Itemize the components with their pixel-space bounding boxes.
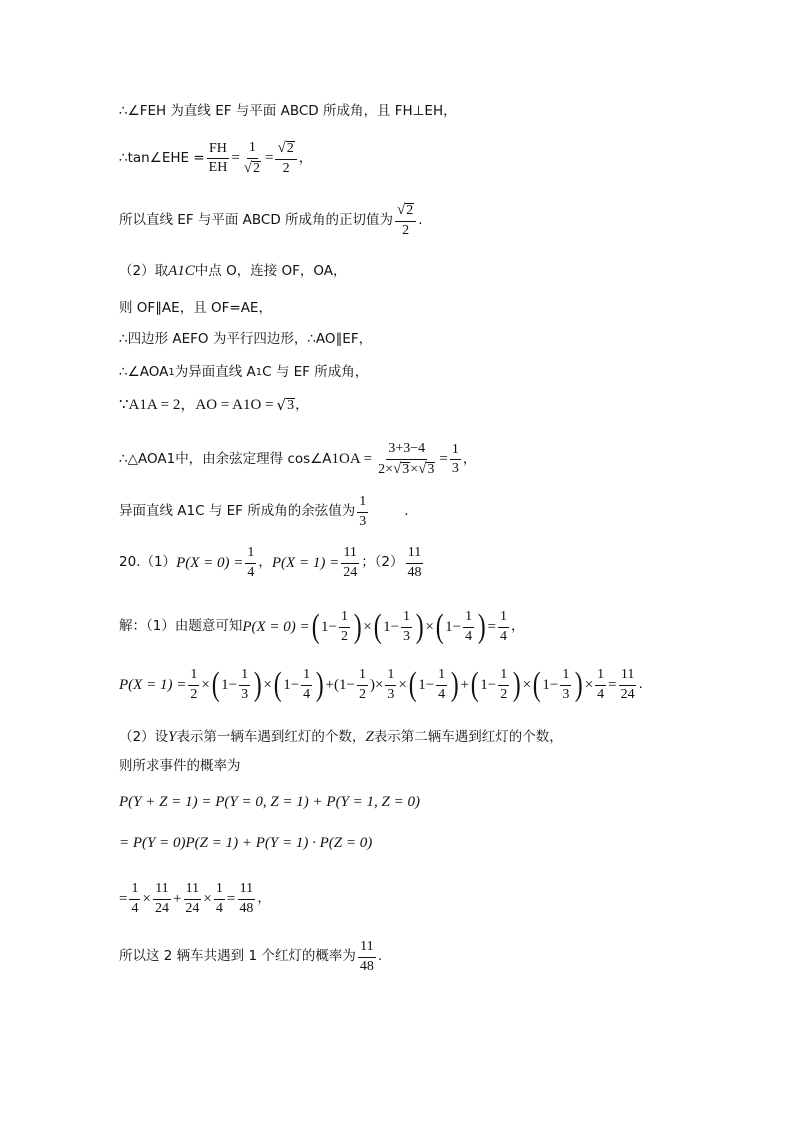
text-line-4 <box>119 264 347 279</box>
line-8-end: ， <box>295 396 309 413</box>
one-minus: 1− <box>320 618 337 635</box>
equals: = <box>487 618 496 635</box>
fraction-denominator: 3 <box>387 686 395 702</box>
var-z: Z <box>365 729 374 745</box>
radicand: 2 <box>253 160 261 176</box>
fraction-numerator: 1 <box>498 610 509 628</box>
fraction-numerator: 3+3−4 <box>386 442 427 460</box>
fraction-numerator: 11 <box>406 546 423 564</box>
line-11-a: 20.（1） <box>119 554 177 571</box>
text-line-11 <box>119 546 426 580</box>
fraction-root2-2 <box>275 141 296 176</box>
radicand: 2 <box>406 203 414 218</box>
one-minus: 1− <box>480 676 497 693</box>
fraction-denominator: 4 <box>131 900 139 916</box>
fraction-denominator: 3 <box>359 513 367 529</box>
line-14-c: 表示第二辆车遇到红灯的个数， <box>373 728 563 745</box>
times: × <box>263 676 272 693</box>
var-c: C <box>184 263 195 279</box>
fraction-numerator: 1 <box>301 668 312 686</box>
fraction-numerator: 1 <box>595 668 606 686</box>
fraction-root2-2 <box>395 203 416 238</box>
fraction-denominator: 3 <box>241 686 249 702</box>
line-17-text: = P(Y = 0)P(Z = 1) + P(Y = 1) · P(Z = 0) <box>119 835 373 851</box>
text-line-18 <box>119 882 271 916</box>
fraction-denominator: 2 <box>500 686 508 702</box>
text-line-7 <box>119 366 368 380</box>
line-5-text: 则 OF∥AE，且 OF=AE， <box>119 300 272 316</box>
one-minus: 1− <box>542 676 559 693</box>
fraction-denominator: 48 <box>359 958 374 974</box>
line-12-end: ， <box>510 618 525 635</box>
plus: + <box>325 676 334 693</box>
text-line-8 <box>119 398 309 413</box>
fraction-numerator: 1 <box>401 610 412 628</box>
subscript: 1 <box>243 397 251 413</box>
fraction-numerator: 1 <box>214 882 225 900</box>
line-1-text: ∴∠FEH 为直线 EF 与平面 ABCD 所成角，且 FH⊥EH， <box>119 103 457 119</box>
fraction-numerator: 1 <box>339 610 350 628</box>
subscript: 1 <box>139 397 147 413</box>
times: × <box>203 890 212 907</box>
fraction-1-4 <box>245 546 256 580</box>
fraction-denominator: √ 2 <box>243 159 261 176</box>
fraction-denominator: 48 <box>239 900 254 916</box>
fraction-numerator: 11 <box>184 882 201 900</box>
line-11-mid: ， <box>258 554 272 571</box>
equals: = <box>226 890 236 907</box>
fraction-denominator: 2 <box>358 686 366 702</box>
fraction-denominator: 2 <box>282 160 290 176</box>
fraction-denominator: EH <box>208 160 228 176</box>
subscript: 1 <box>331 451 340 468</box>
equals: = <box>608 676 617 693</box>
line-14-b: 表示第一辆车遇到红灯的个数， <box>176 728 366 745</box>
line-15-text: 则所求事件的概率为 <box>119 758 241 774</box>
text-line-5 <box>119 302 272 316</box>
text-line-17 <box>119 836 372 851</box>
den-part: × <box>410 461 419 477</box>
one-minus: 1− <box>383 618 400 635</box>
fraction-numerator: 1 <box>450 443 461 461</box>
times: × <box>201 676 210 693</box>
line-10-end: . <box>404 503 409 520</box>
formula-tan-ehe: ∴tan∠EHE = $\frac{FH}{EH}$ = 1 √ 2 = √ 2 2 ， <box>119 140 313 176</box>
text-line-3 <box>119 203 423 238</box>
line-9-b: 中，由余弦定理得 cos∠A <box>175 450 332 467</box>
text-line-14 <box>119 730 563 745</box>
fraction-numerator: 1 <box>357 495 368 513</box>
text-line-16 <box>119 795 420 810</box>
text-line-13: P(X = 1) = $\frac{1}{2}$ × ( 1− $\frac{1}{3}$ ) × ( 1− $\frac{1}{4}$ ) + ( 1− $\frac{1}{2}$ ) × $\frac{1}{3}$ × ( 1− $\frac{1}{4}$ ) + ( 1− $\frac{1}{2}$ ) × ( 1− $\frac{1}{3}$ ) × $\frac{1}{4}$ = $\frac{11}{24}$ . <box>119 666 643 704</box>
text-line-6 <box>119 333 372 347</box>
line-7-b: 为异面直线 A <box>174 364 256 380</box>
text-line-19 <box>119 940 382 974</box>
fraction-numerator: 1 <box>560 668 571 686</box>
fraction-numerator: 11 <box>619 668 636 686</box>
sqrt-3: √ 3 <box>276 396 295 414</box>
fraction-numerator: 1 <box>436 668 447 686</box>
line-11-b: ；（2） <box>361 554 404 571</box>
fraction-numerator: 1 <box>129 882 140 900</box>
line-8-c: O = <box>250 397 274 413</box>
text-line-10 <box>119 495 409 529</box>
fraction-denominator: 24 <box>343 564 358 580</box>
line-4-a: （2）取 <box>119 262 169 279</box>
line-13-end: . <box>638 676 643 693</box>
plus: + <box>172 890 182 907</box>
fraction-numerator: √ 2 <box>275 141 296 160</box>
fraction-denominator: 3 <box>562 686 570 702</box>
fraction-denominator: 48 <box>407 564 422 580</box>
fraction-numerator: 1 <box>188 668 199 686</box>
times: × <box>584 676 594 693</box>
fraction-cosine <box>376 442 437 477</box>
text-line-15 <box>119 760 241 774</box>
line-14-a: （2）设 <box>119 728 169 745</box>
line-2-suffix: ， <box>298 149 313 166</box>
line-7-a: ∴∠AOA <box>119 364 169 380</box>
fraction-denominator: 2 <box>402 222 410 238</box>
line-19-text: 所以这 2 辆车共遇到 1 个红灯的概率为 <box>119 948 356 965</box>
fraction-numerator: 1 <box>385 668 396 686</box>
one-minus: 1− <box>283 676 300 693</box>
fraction-denominator: 2× √ 3 × √ 3 <box>378 460 435 477</box>
fraction-11-24 <box>341 546 359 580</box>
fraction-denominator: 4 <box>303 686 311 702</box>
fraction-denominator: 4 <box>465 628 473 644</box>
subscript: 1 <box>166 450 176 467</box>
radicand: 2 <box>286 141 294 156</box>
fraction-numerator: √ 2 <box>395 203 416 222</box>
one-minus: 1− <box>221 676 238 693</box>
fraction-11-48 <box>406 546 424 580</box>
fraction-denominator: 4 <box>247 564 255 580</box>
den-part: 2× <box>378 461 393 477</box>
line-6-text: ∴四边形 AEFO 为平行四边形，∴AO∥EF， <box>119 331 373 347</box>
fraction-numerator: 1 <box>463 610 474 628</box>
prob-x0: P(X = 0) = <box>176 554 244 571</box>
fraction-numerator: 1 <box>247 141 258 159</box>
line-18-end: ， <box>257 890 271 907</box>
prob-x1: P(X = 1) = <box>271 554 340 571</box>
line-10-a: 异面直线 A <box>119 503 187 520</box>
subscript: 1 <box>168 366 175 378</box>
prob-x1: P(X = 1) = <box>119 676 187 693</box>
subscript: 1 <box>177 263 185 279</box>
line-2-prefix: ∴tan∠EHE = <box>119 149 205 166</box>
times: × <box>363 618 372 635</box>
one-minus: 1− <box>418 676 435 693</box>
fraction-fh-eh <box>207 142 230 176</box>
line-3-end: . <box>418 211 423 228</box>
fraction-numerator: 11 <box>358 940 375 958</box>
fraction-numerator: 11 <box>341 546 358 564</box>
one-minus: 1− <box>338 676 355 693</box>
text-line-12: 解：（1）由题意可知 P(X = 0) = ( 1− $\frac{1}{2}$ ) × ( 1− $\frac{1}{3}$ ) × ( 1− $\frac{1}{4}$ ) = $\frac{1}{4}$ ， <box>119 608 525 646</box>
line-16-text: P(Y + Z = 1) = P(Y = 0, Z = 1) + P(Y = 1, Z = 0) <box>119 794 420 810</box>
line-4-b: 中点 O，连接 OF，OA， <box>194 262 347 279</box>
fraction-denominator: 24 <box>154 900 169 916</box>
fraction-numerator: FH <box>207 142 229 160</box>
fraction-denominator: 4 <box>499 628 507 644</box>
subscript: 1 <box>255 366 263 378</box>
line-7-c: C 与 EF 所成角， <box>262 364 369 380</box>
equals: = <box>119 890 128 907</box>
fraction-denominator: 24 <box>185 900 200 916</box>
fraction-denominator: 2 <box>190 686 198 702</box>
times: × <box>425 618 434 635</box>
times: × <box>398 676 407 693</box>
fraction-denominator: 4 <box>438 686 446 702</box>
fraction-numerator: 1 <box>245 546 256 564</box>
line-3-text: 所以直线 EF 与平面 ABCD 所成角的正切值为 <box>119 211 394 228</box>
fraction-1-3 <box>450 443 461 477</box>
fraction-1-3 <box>357 495 368 529</box>
radicand: 3 <box>427 461 435 477</box>
text-line-1 <box>119 105 457 119</box>
fraction-denominator: 3 <box>403 628 411 644</box>
times: × <box>522 676 532 693</box>
text-line-9: ∴△AOA 1 中，由余弦定理得 cos∠A 1 OA = 3+3−4 2× √ 3 × √ 3 = $\frac{1}{3}$ ， <box>119 441 477 477</box>
line-9-end: ， <box>462 450 477 467</box>
fraction-denominator: 24 <box>620 686 635 702</box>
var-y: Y <box>168 729 177 745</box>
times: × <box>142 890 151 907</box>
fraction-numerator: 11 <box>153 882 170 900</box>
radicand: 3 <box>287 398 295 413</box>
fraction-numerator: 1 <box>357 668 368 686</box>
fraction-numerator: 11 <box>238 882 255 900</box>
line-10-b: C 与 EF 所成角的余弦值为 <box>195 503 356 520</box>
line-19-end: . <box>377 948 383 965</box>
fraction-denominator: 4 <box>597 686 605 702</box>
line-12-a: 解：（1）由题意可知 <box>119 618 243 635</box>
fraction-denominator: 2 <box>340 628 348 644</box>
line-9-c: OA = <box>339 451 373 468</box>
plus: + <box>460 676 469 693</box>
prob-x0: P(X = 0) = <box>242 618 310 635</box>
one-minus: 1− <box>445 618 462 635</box>
subscript: 1 <box>186 503 196 520</box>
fraction-numerator: 1 <box>498 668 509 686</box>
fraction-denominator: 3 <box>451 461 459 477</box>
fraction-numerator: 1 <box>239 668 250 686</box>
times: × <box>374 676 384 693</box>
fraction-1-root2 <box>242 141 263 176</box>
line-9-a: ∴△AOA <box>119 450 167 467</box>
var-a: A <box>168 263 178 279</box>
line-8-a: ∵A <box>119 397 140 413</box>
radicand: 3 <box>402 461 410 477</box>
fraction-denominator: 4 <box>215 900 223 916</box>
line-8-b: A = 2，AO = A <box>146 397 243 413</box>
